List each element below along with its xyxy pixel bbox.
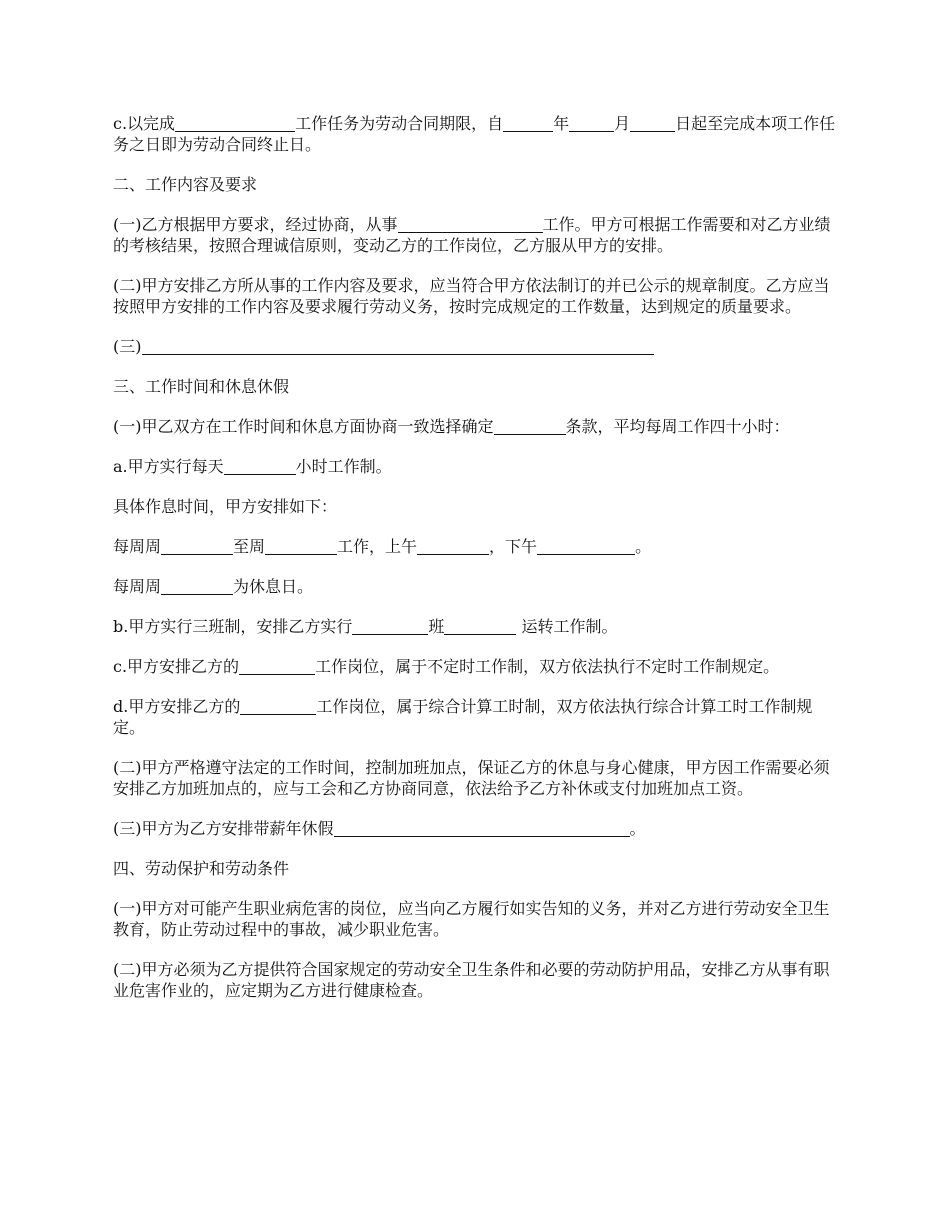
blank-morning-hours[interactable] [417, 538, 489, 555]
clause-weekly-schedule [113, 536, 843, 557]
clause-daily-hours [113, 456, 843, 477]
text: 。 [629, 819, 646, 838]
text: 日起至完成本项工作任务之日即为劳动合同终止日。 [113, 114, 836, 154]
text: (一)乙方根据甲方要求，经过协商，从事 [113, 215, 398, 234]
clause-work-requirements: (二)甲方安排乙方所从事的工作内容及要求，应当符合甲方依法制订的并已公示的规章制度。乙方应当按照甲方安排的工作内容及要求履行劳动义务，按时完成规定的工作数量，达到规定的质量要求。 [113, 276, 830, 316]
text: b.甲方实行三班制，安排乙方实行 [113, 617, 353, 636]
clause-other-blank [113, 336, 843, 357]
blank-shift-count[interactable] [352, 618, 428, 635]
clause-comprehensive-hours [113, 696, 843, 738]
section-heading-labor-protection: 四、劳动保护和劳动条件 [113, 859, 290, 878]
text: c.甲方安排乙方的 [113, 657, 240, 676]
text: (一)甲乙双方在工作时间和休息方面协商一致选择确定 [113, 417, 494, 436]
text: (三)甲方为乙方安排带薪年休假 [113, 819, 334, 838]
clause-overtime: (二)甲方严格遵守法定的工作时间，控制加班加点，保证乙方的休息与身心健康，甲方因工作需要必须安排乙方加班加点的，应与工会和乙方协商同意，依法给予乙方补休或支付加班加点工资。 [113, 758, 830, 798]
text: (三) [113, 337, 142, 356]
text: d.甲方安排乙方的 [113, 697, 241, 716]
text: 工作。甲方可根据工作需要和对乙方业绩的考核结果，按照合理诚信原则，变动乙方的工作岗位，乙方服从甲方的安排。 [113, 215, 831, 255]
text: 为休息日。 [233, 577, 314, 596]
text: 年 [553, 114, 570, 133]
blank-rest-day[interactable] [161, 578, 233, 595]
text: 班 [428, 617, 445, 636]
section-heading-work-hours: 三、工作时间和休息休假 [113, 377, 290, 396]
clause-flexible-hours [113, 656, 843, 677]
blank-hours-per-day[interactable] [224, 458, 296, 475]
blank-end-day[interactable] [265, 538, 337, 555]
blank-other-terms[interactable] [142, 338, 654, 355]
text: a.甲方实行每天 [113, 457, 224, 476]
blank-clause-choice[interactable] [494, 418, 566, 435]
contract-page [113, 113, 843, 1020]
text: 工作岗位，属于不定时工作制，双方依法执行不定时工作制规定。 [315, 657, 780, 676]
text: 每周周 [113, 537, 162, 556]
blank-comprehensive-position[interactable] [240, 698, 316, 715]
section-heading-work-content: 二、工作内容及要求 [113, 175, 258, 194]
text: 工作，上午 [337, 537, 418, 556]
text: 工作任务为劳动合同期限，自 [295, 114, 504, 133]
clause-work-assignment [113, 214, 843, 256]
clause-term-task [113, 113, 843, 155]
clause-occupational-hazard: (一)甲方对可能产生职业病危害的岗位，应当向乙方履行如实告知的义务，并对乙方进行劳动安全卫生教育，防止劳动过程中的事故，减少职业危害。 [113, 899, 830, 939]
blank-month[interactable] [569, 115, 614, 132]
text: ，下午 [489, 537, 538, 556]
text: 条款，平均每周工作四十小时： [565, 417, 790, 436]
blank-annual-leave[interactable] [334, 820, 630, 837]
clause-schedule-intro: 具体作息时间，甲方安排如下： [113, 497, 338, 516]
text: 月 [614, 114, 631, 133]
clause-shift-system [113, 616, 843, 637]
text: 每周周 [113, 577, 162, 596]
text: c.以完成 [113, 114, 176, 133]
clause-safety-equipment: (二)甲方必须为乙方提供符合国家规定的劳动安全卫生条件和必要的劳动防护用品，安排乙方从事有职业危害作业的，应定期为乙方进行健康检查。 [113, 960, 830, 1000]
blank-day[interactable] [630, 115, 675, 132]
blank-rotation[interactable] [444, 618, 516, 635]
blank-flexible-position[interactable] [239, 658, 315, 675]
clause-annual-leave [113, 818, 843, 839]
text: 至周 [233, 537, 266, 556]
blank-start-day[interactable] [161, 538, 233, 555]
blank-afternoon-hours[interactable] [537, 538, 635, 555]
text: 小时工作制。 [295, 457, 392, 476]
clause-rest-day [113, 576, 843, 597]
clause-hours-choice [113, 416, 843, 437]
text: 工作岗位，属于综合计算工时制，双方依法执行综合计算工时工作制规定。 [113, 697, 813, 737]
blank-job-type[interactable] [398, 216, 543, 233]
text: 运转工作制。 [516, 617, 618, 636]
blank-task-name[interactable] [175, 115, 295, 132]
text: 。 [635, 537, 652, 556]
blank-year[interactable] [503, 115, 553, 132]
